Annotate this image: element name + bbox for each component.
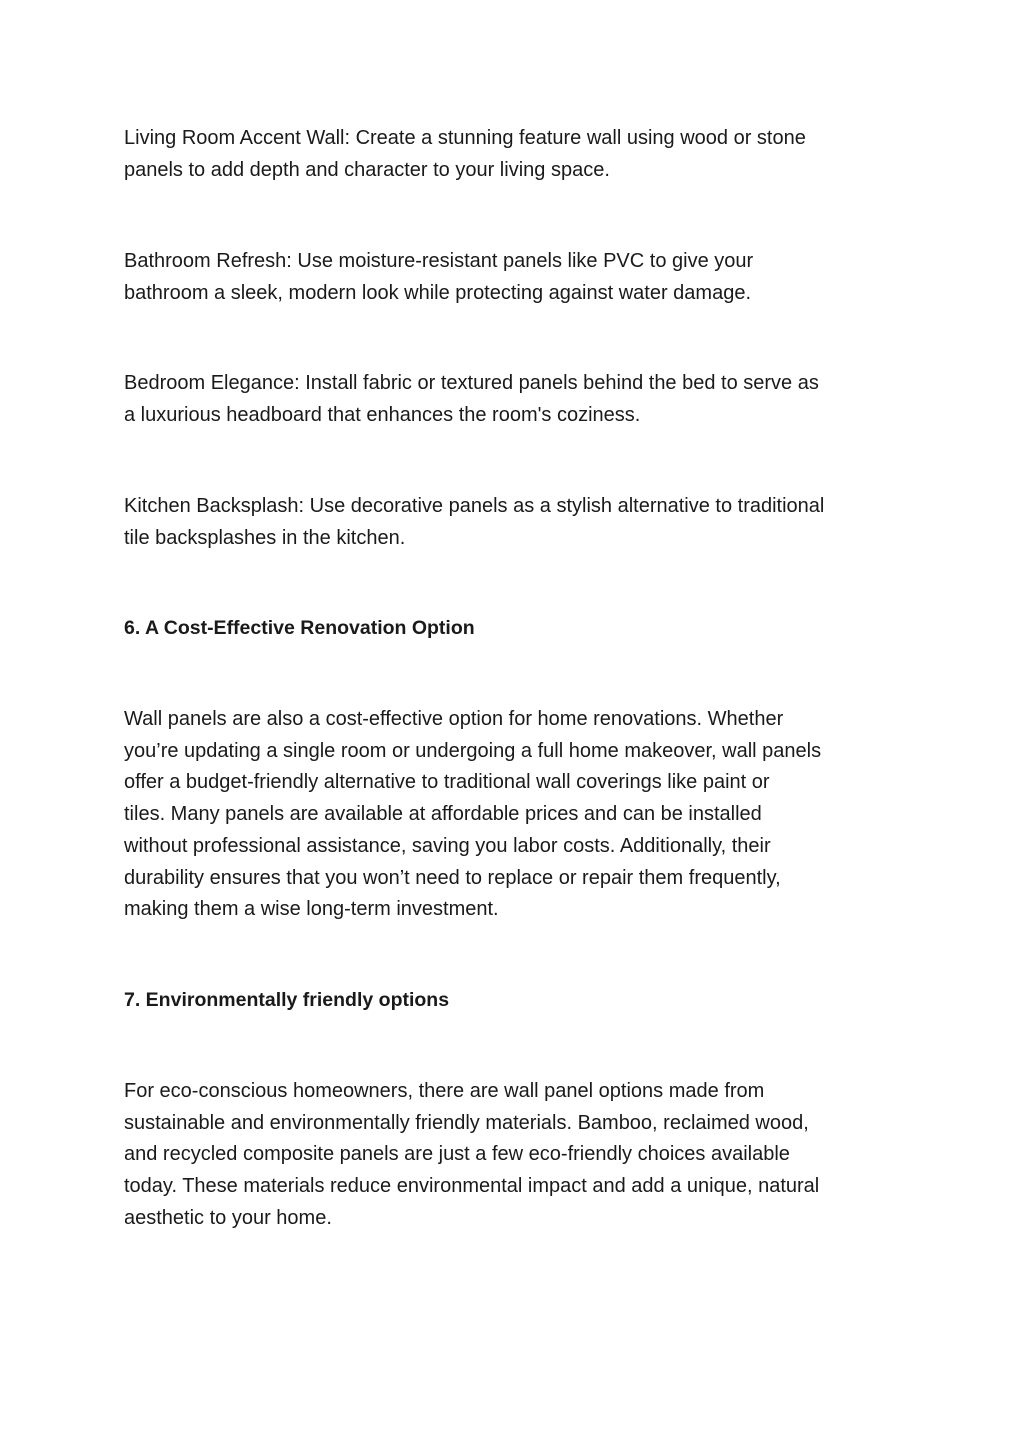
heading-environmentally-friendly: 7. Environmentally friendly options [124, 989, 450, 1011]
paragraph-kitchen-backsplash: Kitchen Backsplash: Use decorative panels as a stylish alternative to traditional tile backsplashes in the kitchen. [124, 495, 825, 549]
paragraph-living-room-accent-wall: Living Room Accent Wall: Create a stunning feature wall using wood or stone panels to add depth and character to your living space. [124, 127, 806, 181]
paragraph-eco-friendly: For eco-conscious homeowners, there are wall panel options made from sustainable and environmentally friendly materials. Bamboo, reclaimed wood, and recycled composite panels are just a few eco-friendly choices available today. These materials reduce environmental impact and add a unique, natural aesthetic to your home. [124, 1080, 820, 1229]
paragraph-bathroom-refresh: Bathroom Refresh: Use moisture-resistant panels like PVC to give your bathroom a sleek, modern look while protecting against water damage. [124, 250, 754, 304]
paragraph-bedroom-elegance: Bedroom Elegance: Install fabric or textured panels behind the bed to serve as a luxurious headboard that enhances the room's coziness. [124, 372, 819, 426]
heading-cost-effective-renovation: 6. A Cost-Effective Renovation Option [124, 617, 475, 639]
paragraph-cost-effective: Wall panels are also a cost-effective option for home renovations. Whether you’re updating a single room or undergoing a full home makeover, wall panels offer a budget-friendly alternative to traditional wall coverings like paint or tiles. Many panels are available at affordable prices and can be installed without professional assistance, saving you labor costs. Additionally, their durability ensures that you won’t need to replace or repair them frequently, making them a wise long-term investment. [124, 708, 822, 921]
